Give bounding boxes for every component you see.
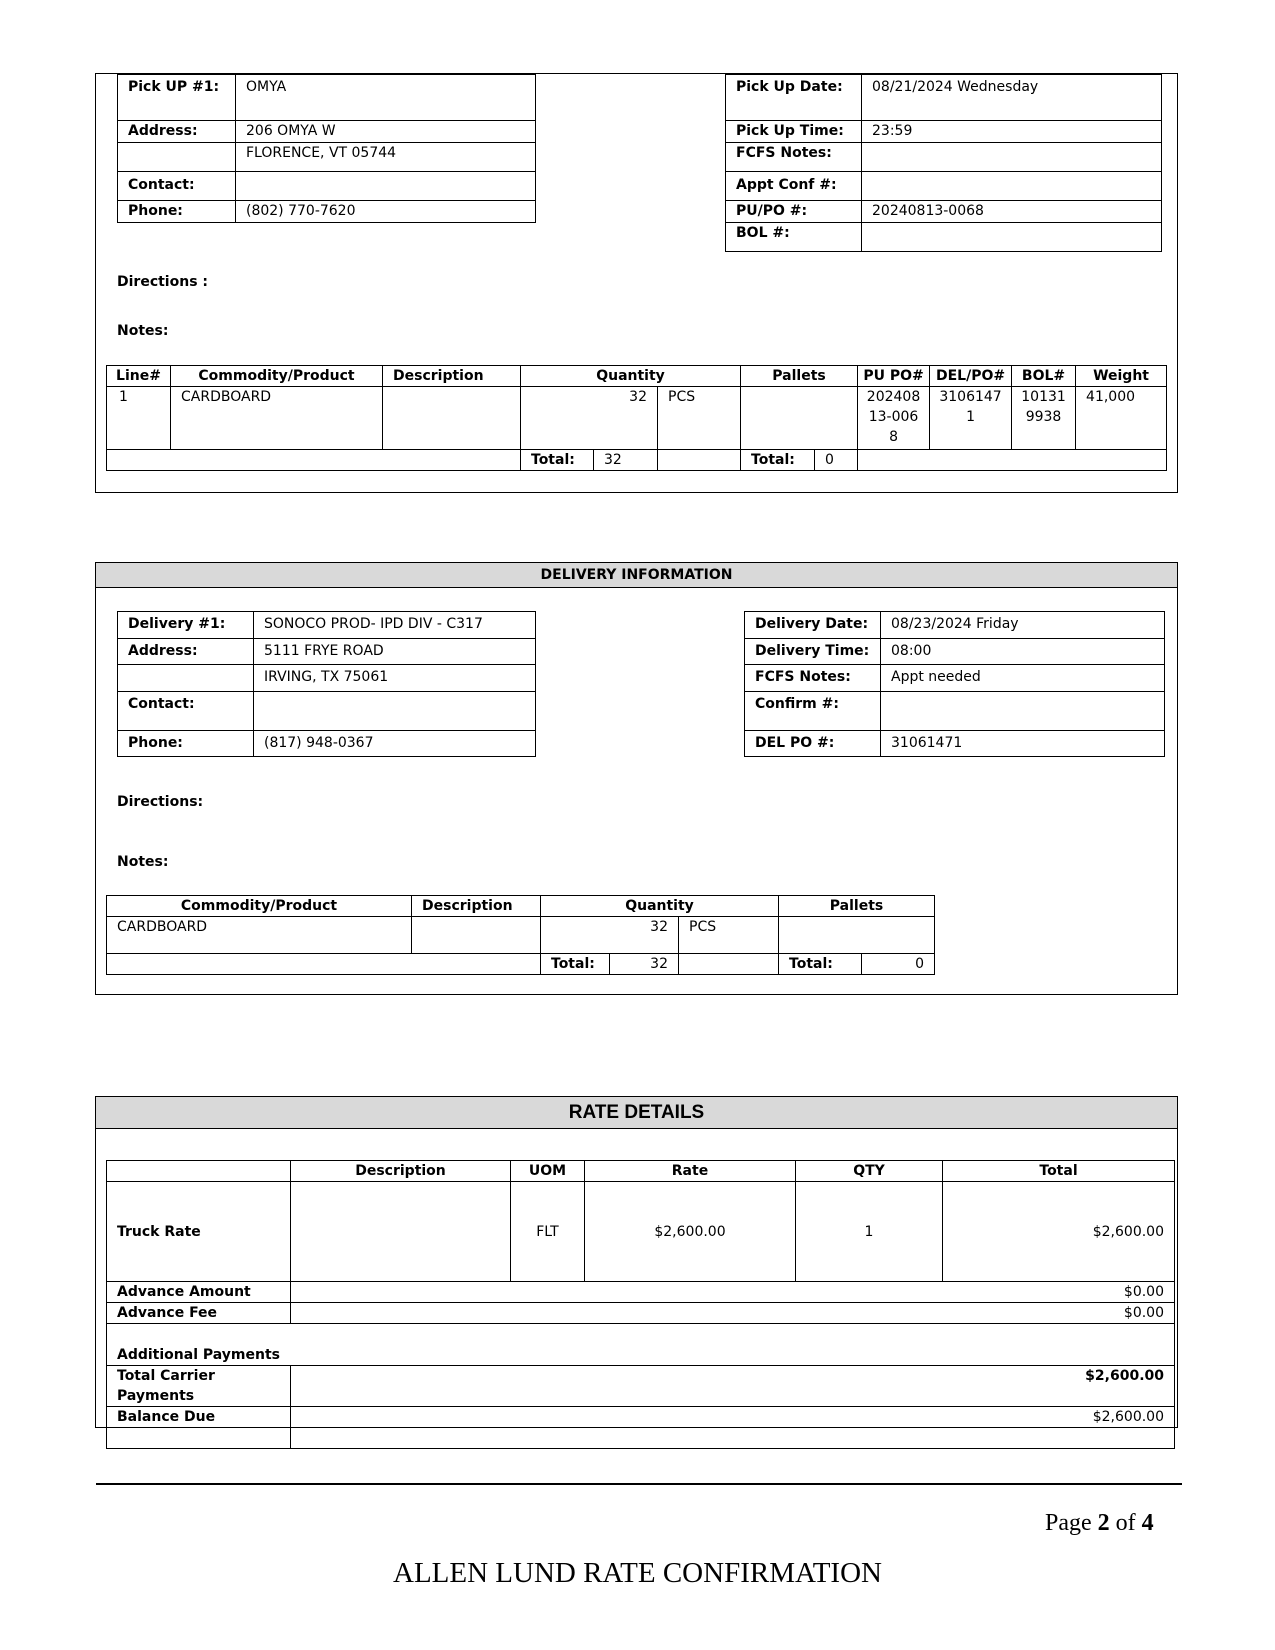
delivery-date-label: Delivery Date: [745, 612, 881, 639]
col-commodity: Commodity/Product [171, 366, 383, 387]
total-carrier-value: $2,600.00 [291, 1366, 1175, 1407]
pallets-total-value: 0 [815, 450, 858, 471]
delivery-name: SONOCO PROD- IPD DIV - C317 [254, 612, 536, 639]
cell-weight: 41,000 [1076, 387, 1167, 450]
col-del-po: DEL/PO# [930, 366, 1012, 387]
document-title: ALLEN LUND RATE CONFIRMATION [393, 1557, 882, 1589]
delivery-fcfs-label: FCFS Notes: [745, 665, 881, 692]
delivery-address-blank [118, 665, 254, 692]
cell-pu-po: 20240813-0068 [858, 387, 930, 450]
page-current: 2 [1097, 1510, 1110, 1536]
col-bol: BOL# [1012, 366, 1076, 387]
rate-header-blank [107, 1161, 291, 1182]
pickup-notes-label: Notes: [117, 323, 169, 339]
advance-amount-label: Advance Amount [107, 1282, 291, 1303]
pickup-address-line2: FLORENCE, VT 05744 [236, 143, 536, 172]
pickup-address-blank [118, 143, 236, 172]
pickup-phone-label: Phone: [118, 201, 236, 223]
delivery-header: DELIVERY INFORMATION [96, 563, 1177, 588]
totals-blank-right [858, 450, 1167, 471]
rate-col-rate: Rate [585, 1161, 796, 1182]
totals-blank [107, 450, 521, 471]
pickup-bol-value [862, 223, 1162, 252]
delivery-address-line1: 5111 FRYE ROAD [254, 639, 536, 665]
delivery-time-label: Delivery Time: [745, 639, 881, 665]
truck-rate-qty: 1 [796, 1182, 943, 1282]
rate-col-uom: UOM [511, 1161, 585, 1182]
qty-total-value: 32 [594, 450, 658, 471]
delivery-left-table [117, 611, 536, 757]
footer-divider [96, 1483, 1182, 1485]
delivery-items-table [106, 895, 935, 975]
delivery-contact-label: Contact: [118, 692, 254, 731]
pickup-fcfs-label: FCFS Notes: [726, 143, 862, 172]
delivery-phone-label: Phone: [118, 731, 254, 757]
delivery-address-label: Address: [118, 639, 254, 665]
rate-last-blank-left [107, 1428, 291, 1449]
delivery-po-value: 31061471 [881, 731, 1165, 757]
delivery-address-line2: IRVING, TX 75061 [254, 665, 536, 692]
cell-del-po: 31061471 [930, 387, 1012, 450]
col-weight: Weight [1076, 366, 1167, 387]
pickup-right-table [725, 74, 1162, 252]
truck-rate-description [291, 1182, 511, 1282]
dpallets-total-label: Total: [779, 954, 862, 975]
col-description: Description [383, 366, 521, 387]
pallets-total-label: Total: [741, 450, 815, 471]
dcell-qty: 32 [541, 917, 679, 954]
cell-description [383, 387, 521, 450]
dcell-pallets [779, 917, 935, 954]
table-row [107, 387, 1167, 450]
pickup-date-label: Pick Up Date: [726, 75, 862, 121]
cell-line: 1 [107, 387, 171, 450]
dcell-unit: PCS [679, 917, 779, 954]
balance-due-value: $2,600.00 [291, 1407, 1175, 1428]
dcell-description [412, 917, 541, 954]
truck-rate-total: $2,600.00 [943, 1182, 1175, 1282]
qty-total-label: Total: [521, 450, 594, 471]
delivery-phone-value: (817) 948-0367 [254, 731, 536, 757]
dqty-total-value: 32 [610, 954, 679, 975]
delivery-fcfs-value: Appt needed [881, 665, 1165, 692]
cell-bol: 101319938 [1012, 387, 1076, 450]
pickup-label: Pick UP #1: [118, 75, 236, 121]
delivery-confirm-label: Confirm #: [745, 692, 881, 731]
delivery-right-table [744, 611, 1165, 757]
col-pallets: Pallets [741, 366, 858, 387]
cell-commodity: CARDBOARD [171, 387, 383, 450]
delivery-po-label: DEL PO #: [745, 731, 881, 757]
table-row [107, 917, 935, 954]
pickup-appt-label: Appt Conf #: [726, 172, 862, 201]
pickup-time-value: 23:59 [862, 121, 1162, 143]
balance-due-label: Balance Due [107, 1407, 291, 1428]
col-line: Line# [107, 366, 171, 387]
delivery-directions-label: Directions: [117, 794, 204, 810]
pickup-name: OMYA [236, 75, 536, 121]
qty-total-blank [658, 450, 741, 471]
dcol-commodity: Commodity/Product [107, 896, 412, 917]
cell-pallets [741, 387, 858, 450]
delivery-date-value: 08/23/2024 Friday [881, 612, 1165, 639]
dcell-commodity: CARDBOARD [107, 917, 412, 954]
pickup-date-value: 08/21/2024 Wednesday [862, 75, 1162, 121]
additional-payments-label: Additional Payments [107, 1324, 1175, 1366]
rate-col-qty: QTY [796, 1161, 943, 1182]
pickup-po-label: PU/PO #: [726, 201, 862, 223]
delivery-contact-value [254, 692, 536, 731]
delivery-time-value: 08:00 [881, 639, 1165, 665]
cell-unit: PCS [658, 387, 741, 450]
pickup-left-table [117, 74, 536, 223]
col-quantity: Quantity [521, 366, 741, 387]
pickup-bol-label: BOL #: [726, 223, 862, 252]
rate-header: RATE DETAILS [96, 1097, 1177, 1129]
delivery-label: Delivery #1: [118, 612, 254, 639]
page-total: 4 [1141, 1510, 1154, 1536]
table-row [107, 1182, 1175, 1282]
rate-col-description: Description [291, 1161, 511, 1182]
pickup-appt-value [862, 172, 1162, 201]
dcol-quantity: Quantity [541, 896, 779, 917]
advance-fee-value: $0.00 [291, 1303, 1175, 1324]
rate-table [106, 1160, 1175, 1449]
pickup-phone-value: (802) 770-7620 [236, 201, 536, 223]
advance-amount-value: $0.00 [291, 1282, 1175, 1303]
dcol-pallets: Pallets [779, 896, 935, 917]
page-of: of [1109, 1510, 1142, 1536]
truck-rate-uom: FLT [511, 1182, 585, 1282]
page-number [1045, 1510, 1154, 1537]
dtotals-blank [107, 954, 541, 975]
col-pu-po: PU PO# [858, 366, 930, 387]
pickup-items-table [106, 365, 1167, 471]
cell-qty: 32 [521, 387, 658, 450]
rate-col-total: Total [943, 1161, 1175, 1182]
dqty-total-blank [679, 954, 779, 975]
page-prefix: Page [1045, 1510, 1098, 1536]
total-carrier-label: Total Carrier Payments [107, 1366, 291, 1407]
dcol-description: Description [412, 896, 541, 917]
pickup-po-value: 20240813-0068 [862, 201, 1162, 223]
pickup-contact-label: Contact: [118, 172, 236, 201]
pickup-contact-value [236, 172, 536, 201]
rate-last-blank-right [291, 1428, 1175, 1449]
delivery-notes-label: Notes: [117, 854, 169, 870]
pickup-address-label: Address: [118, 121, 236, 143]
dqty-total-label: Total: [541, 954, 610, 975]
advance-fee-label: Advance Fee [107, 1303, 291, 1324]
delivery-confirm-value [881, 692, 1165, 731]
truck-rate-rate: $2,600.00 [585, 1182, 796, 1282]
dpallets-total-value: 0 [862, 954, 935, 975]
truck-rate-label: Truck Rate [107, 1182, 291, 1282]
pickup-address-line1: 206 OMYA W [236, 121, 536, 143]
pickup-time-label: Pick Up Time: [726, 121, 862, 143]
pickup-directions-label: Directions : [117, 274, 208, 290]
pickup-fcfs-value [862, 143, 1162, 172]
